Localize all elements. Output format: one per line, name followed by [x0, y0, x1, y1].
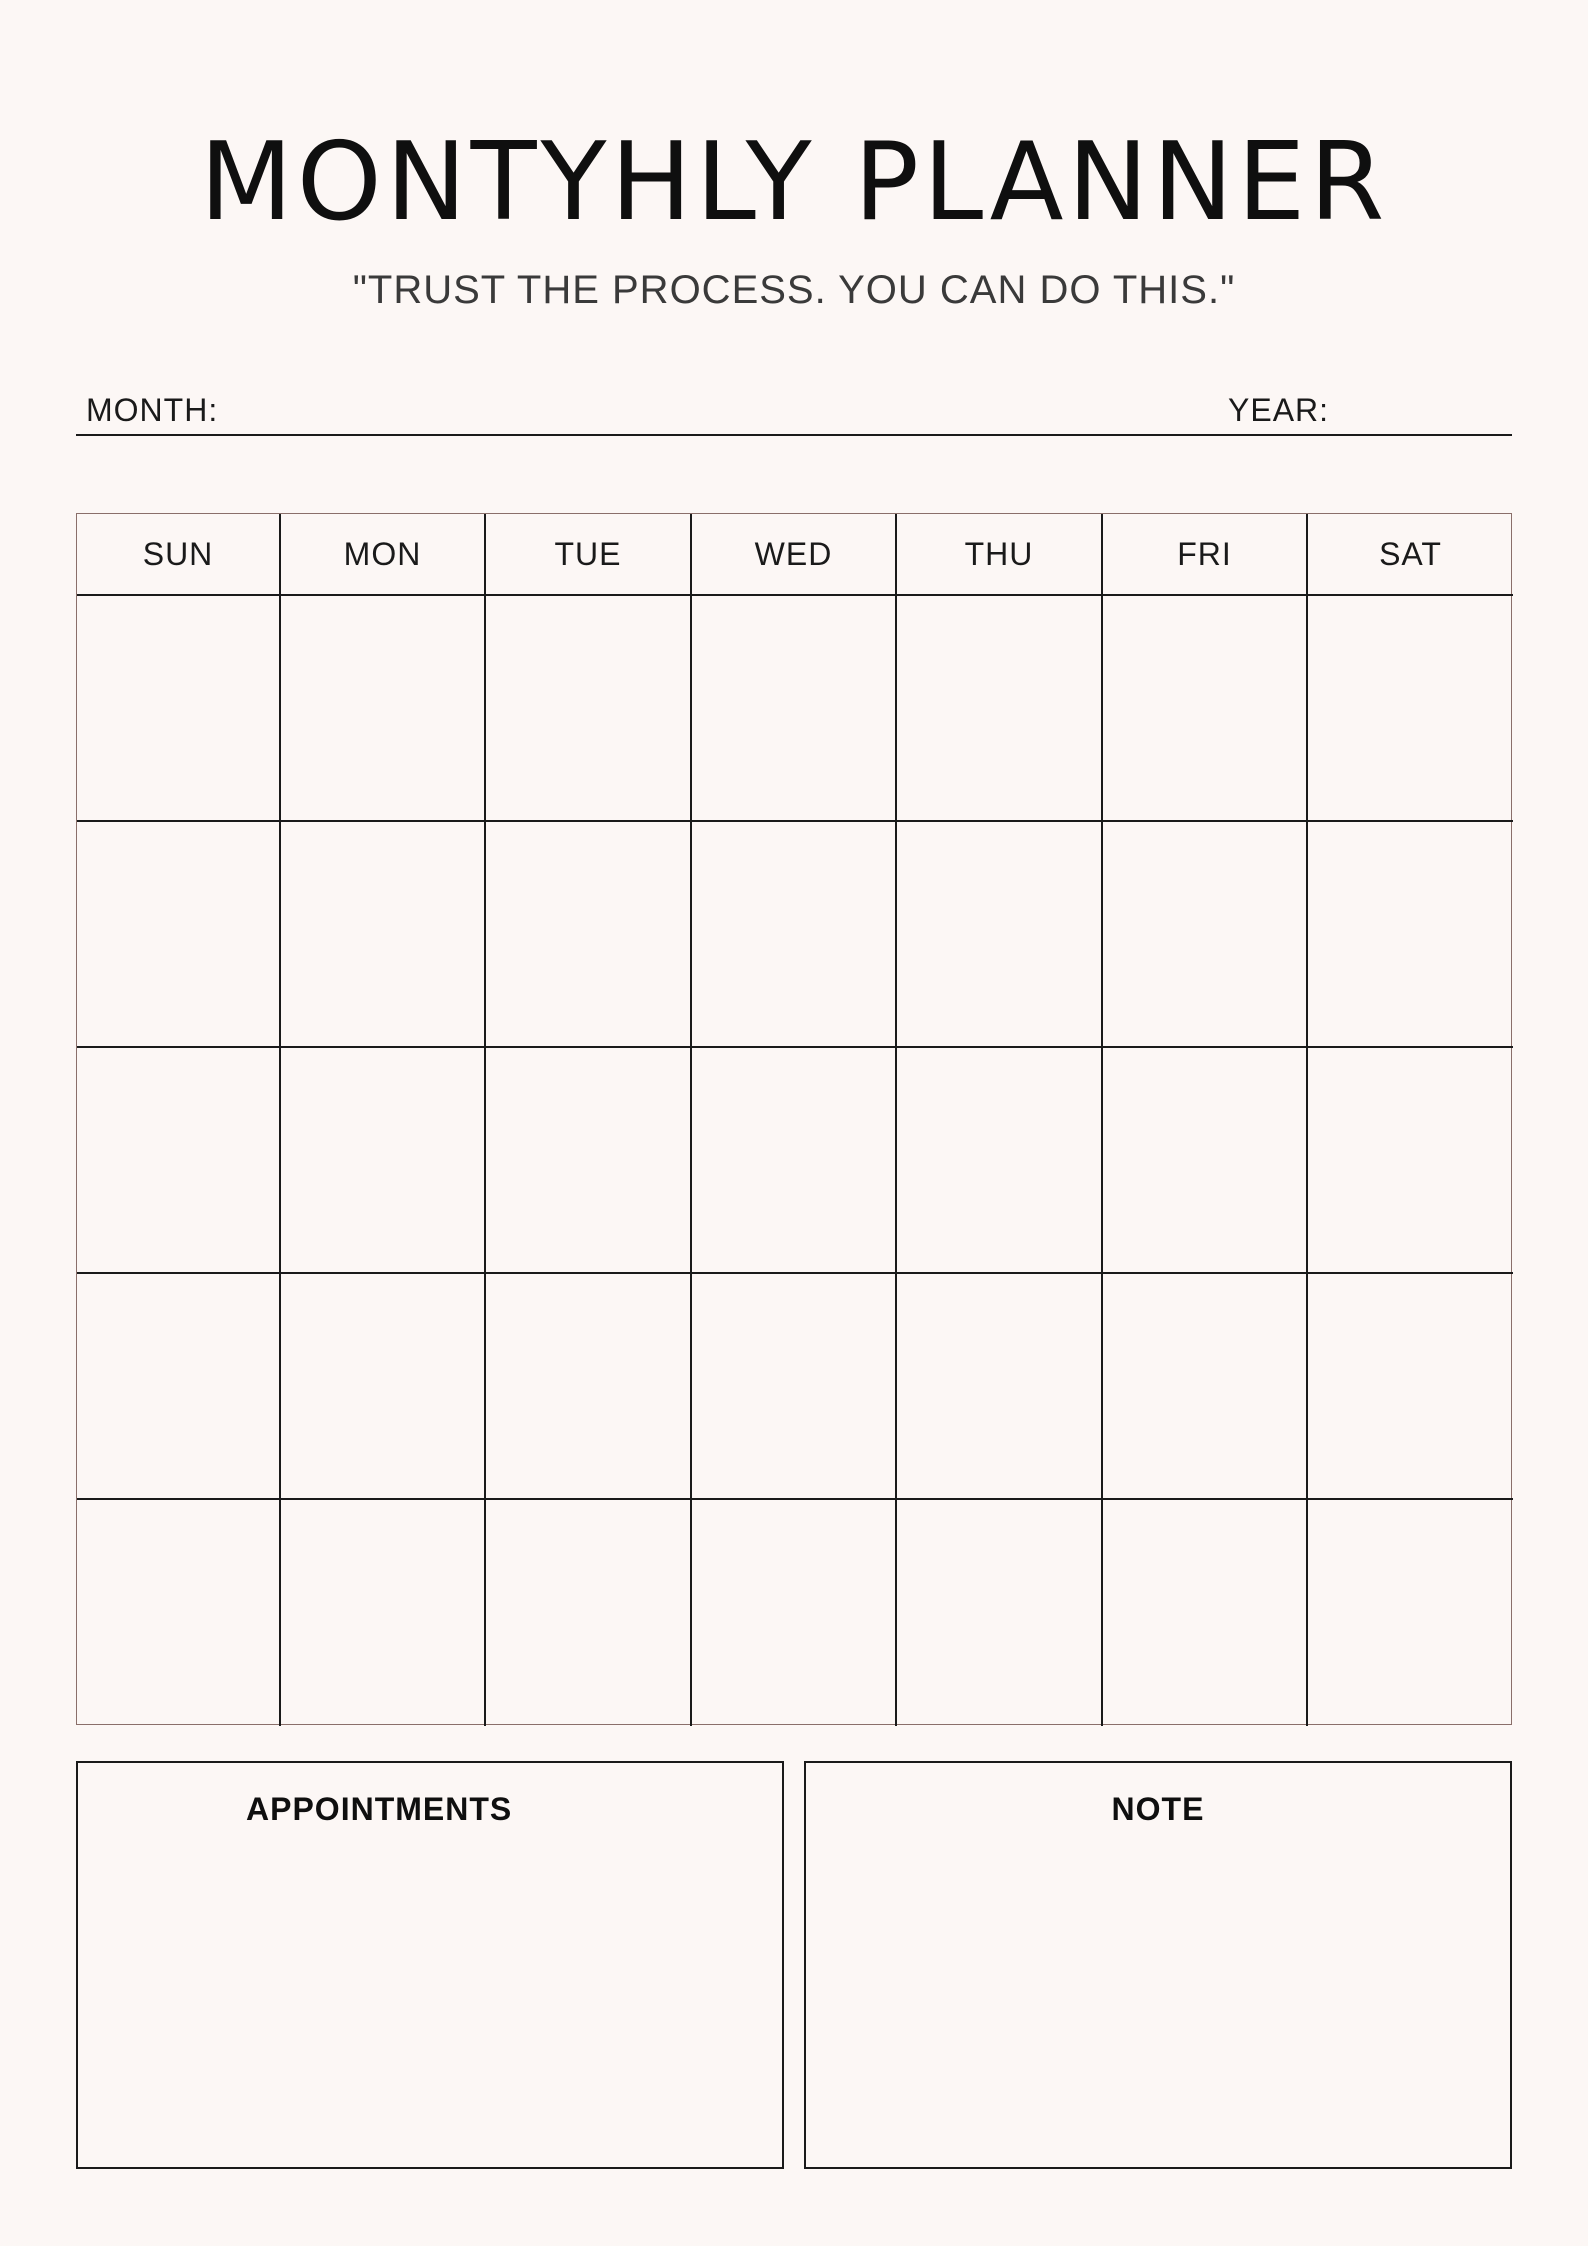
date-cell	[897, 822, 1103, 1048]
date-cell	[1103, 596, 1308, 822]
date-cell	[1103, 822, 1308, 1048]
date-cell	[486, 822, 692, 1048]
date-cell	[77, 1274, 281, 1500]
date-cell	[692, 1274, 897, 1500]
calendar-grid	[76, 513, 1512, 1725]
date-cell	[486, 1500, 692, 1726]
date-cell	[281, 1500, 486, 1726]
date-cell	[692, 1048, 897, 1274]
motivational-quote: "TRUST THE PROCESS. YOU CAN DO THIS."	[352, 268, 1236, 312]
date-cell	[281, 822, 486, 1048]
date-cell	[281, 1048, 486, 1274]
date-cell	[897, 1048, 1103, 1274]
date-cell	[1308, 1048, 1513, 1274]
page-title: MONTYHLY PLANNER	[199, 120, 1389, 245]
day-header-mon: MON	[281, 514, 486, 596]
day-header-sat: SAT	[1308, 514, 1513, 596]
day-header-wed: WED	[692, 514, 897, 596]
date-cell	[281, 596, 486, 822]
date-cell	[1308, 596, 1513, 822]
date-cell	[1308, 1500, 1513, 1726]
date-cell	[1308, 822, 1513, 1048]
date-cell	[77, 1048, 281, 1274]
date-cell	[77, 596, 281, 822]
date-cell	[486, 1274, 692, 1500]
month-year-row	[76, 380, 1512, 436]
date-cell	[1308, 1274, 1513, 1500]
date-cell	[486, 1048, 692, 1274]
date-cell	[1103, 1500, 1308, 1726]
appointments-box	[76, 1761, 784, 2169]
day-header-tue: TUE	[486, 514, 692, 596]
day-header-sun: SUN	[77, 514, 281, 596]
note-box	[804, 1761, 1512, 2169]
date-cell	[692, 596, 897, 822]
date-cell	[897, 596, 1103, 822]
day-header-fri: FRI	[1103, 514, 1308, 596]
date-cell	[1103, 1048, 1308, 1274]
year-label: YEAR:	[1228, 392, 1330, 428]
note-title: NOTE	[1111, 1791, 1205, 1827]
date-cell	[897, 1500, 1103, 1726]
date-cell	[897, 1274, 1103, 1500]
date-cell	[77, 822, 281, 1048]
date-cell	[77, 1500, 281, 1726]
date-cell	[486, 596, 692, 822]
date-cell	[1103, 1274, 1308, 1500]
appointments-title: APPOINTMENTS	[246, 1791, 513, 1827]
date-cell	[692, 822, 897, 1048]
month-label: MONTH:	[86, 392, 219, 428]
day-header-thu: THU	[897, 514, 1103, 596]
date-cell	[692, 1500, 897, 1726]
date-cell	[281, 1274, 486, 1500]
